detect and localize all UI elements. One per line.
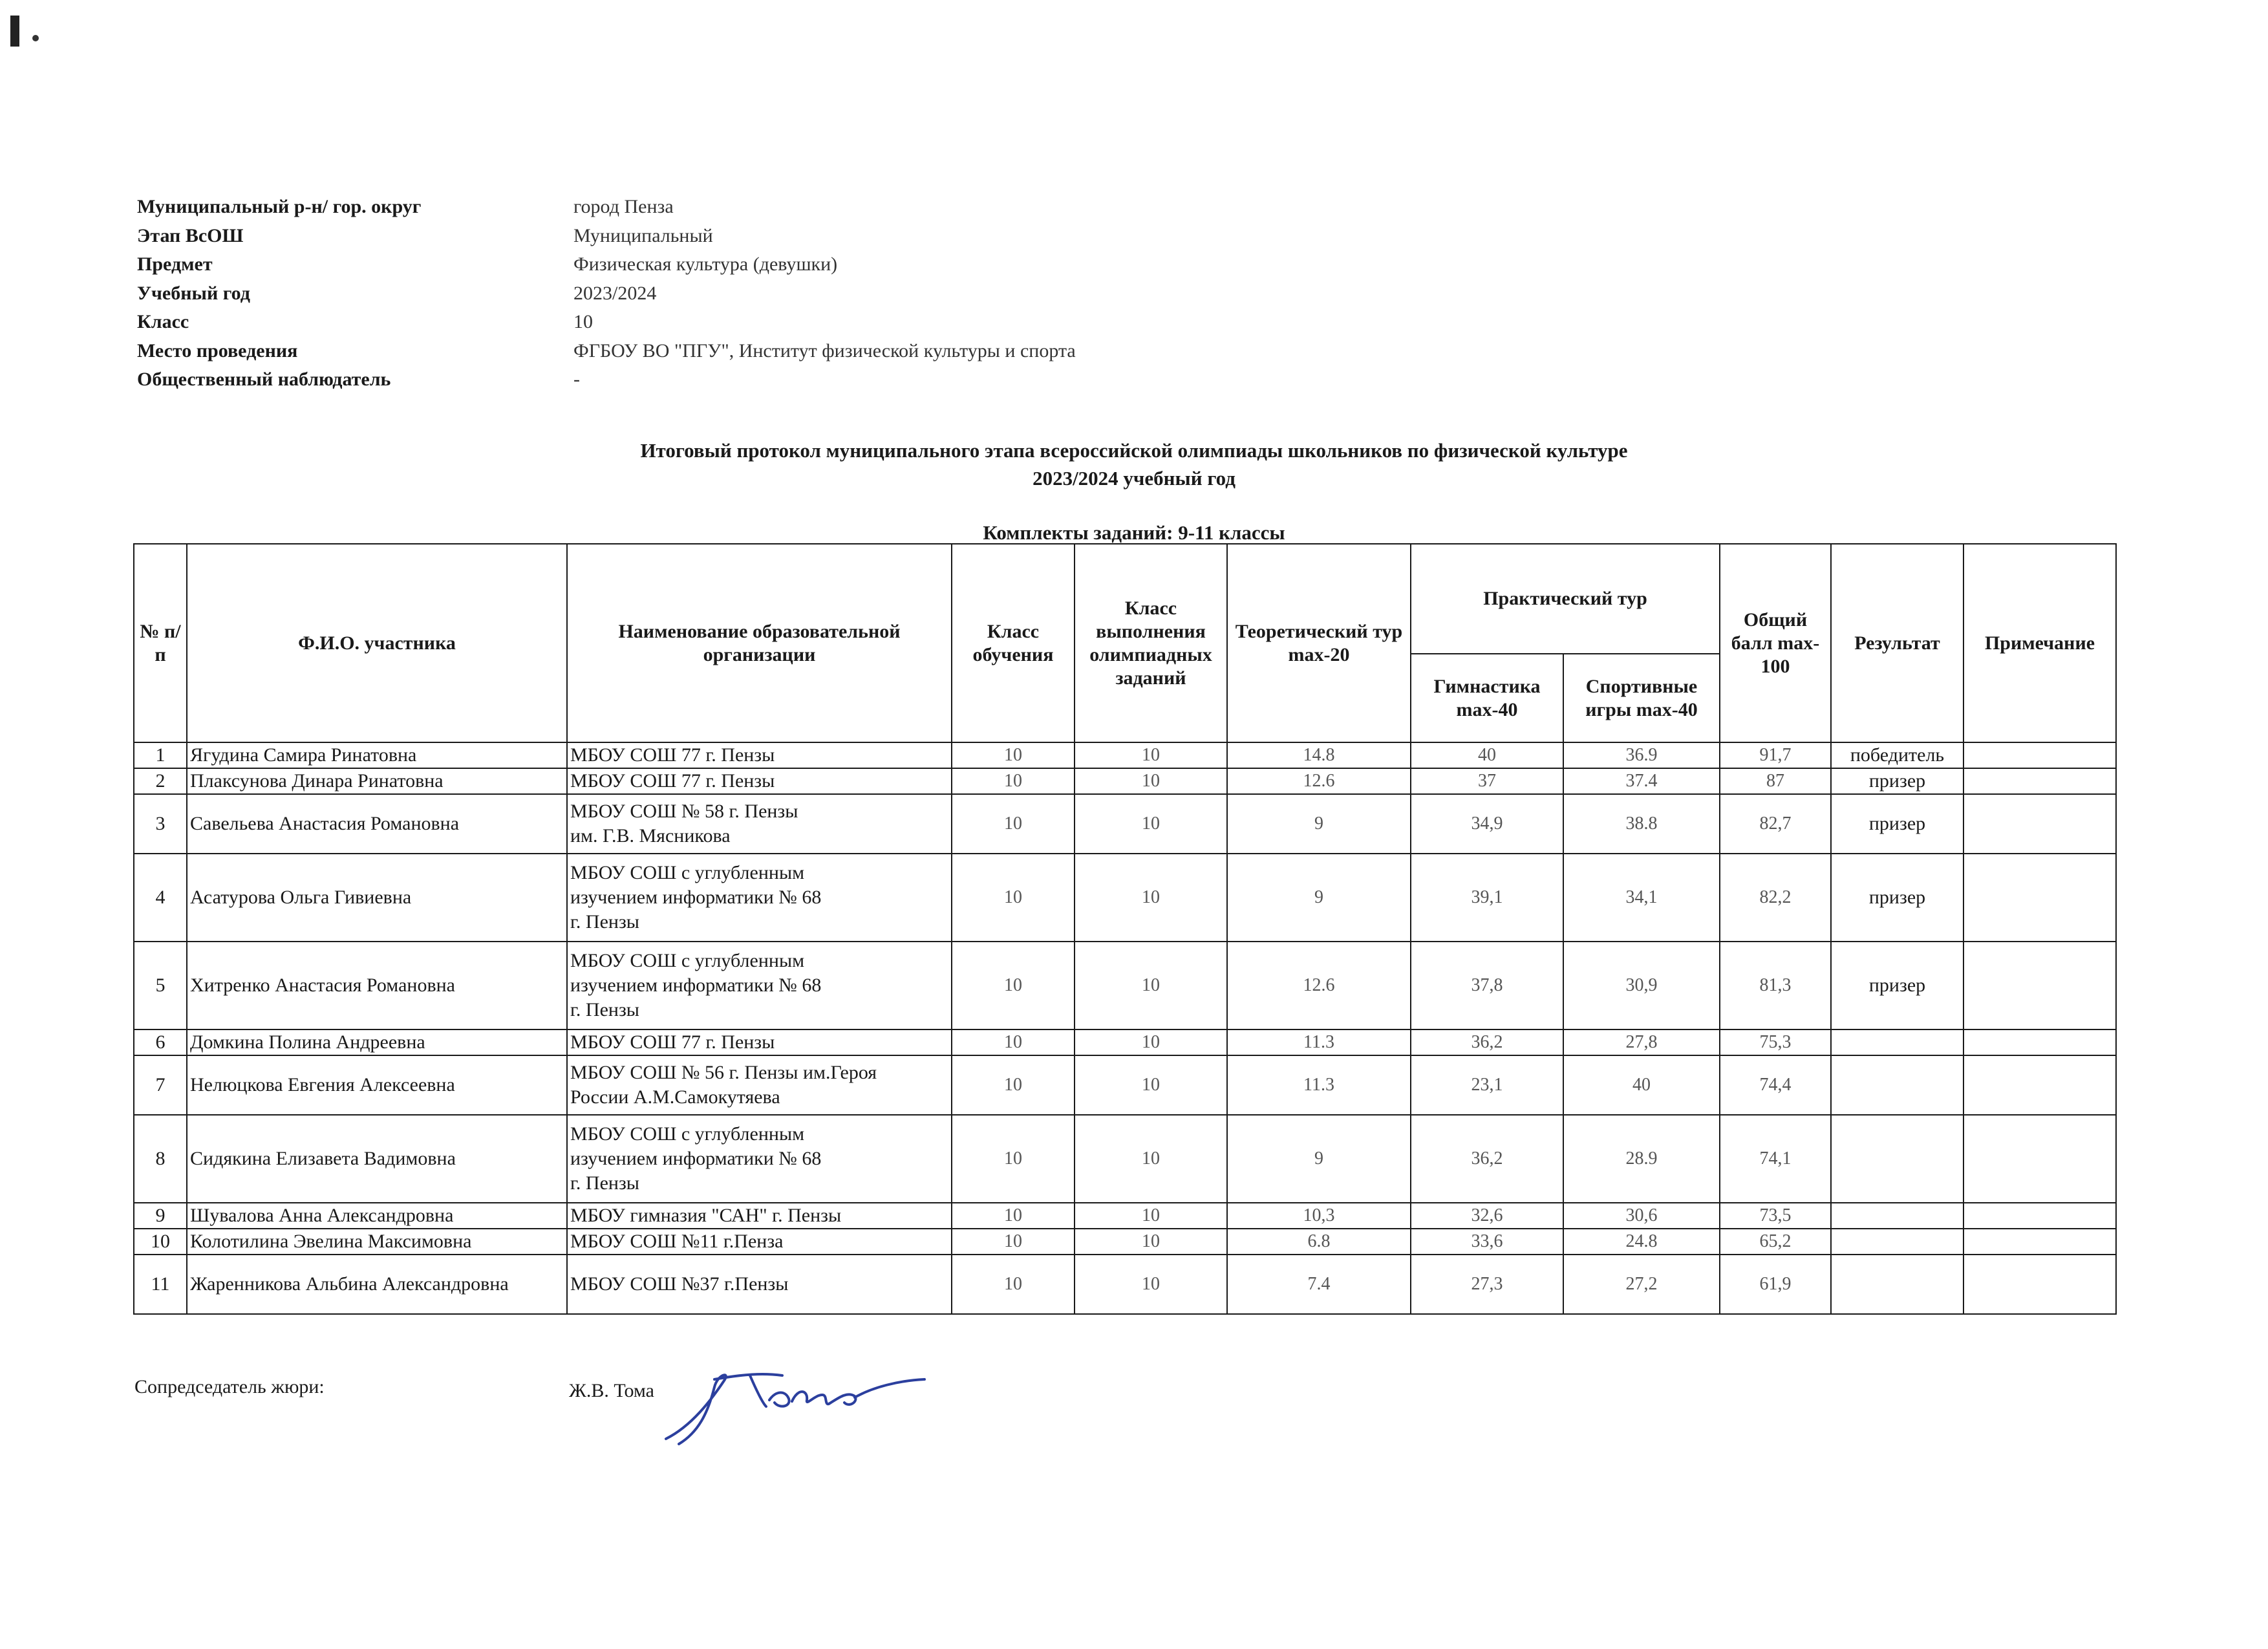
school-line: МБОУ гимназия "САН" г. Пензы [570, 1205, 842, 1226]
participant-name: Нелюцкова Евгения Алексеевна [187, 1055, 567, 1115]
school-line: изучением информатики № 68 [570, 887, 822, 908]
grade: 10 [952, 942, 1075, 1029]
theory-score: 9 [1227, 794, 1411, 854]
header-note: Примечание [1963, 544, 2116, 742]
school-name [567, 1229, 952, 1255]
total-score: 87 [1720, 768, 1831, 794]
games-score: 37.4 [1563, 768, 1720, 794]
school-line: г. Пензы [570, 911, 639, 932]
school-name [567, 1255, 952, 1314]
meta-label: Место проведения [137, 339, 298, 361]
meta-label: Этап ВсОШ [137, 224, 244, 246]
meta-row [137, 222, 1076, 251]
school-line: г. Пензы [570, 1172, 639, 1194]
participant-name: Савельева Анастасия Романовна [187, 794, 567, 854]
header-theory: Теоретический тур max-20 [1227, 544, 1411, 742]
total-score: 61,9 [1720, 1255, 1831, 1314]
school-name [567, 1115, 952, 1203]
meta-row [137, 279, 1076, 308]
table-row [134, 1055, 2116, 1115]
participant-name: Ягудина Самира Ринатовна [187, 742, 567, 768]
school-line: МБОУ СОШ с углубленным [570, 862, 805, 883]
total-score: 73,5 [1720, 1203, 1831, 1229]
gym-score: 40 [1411, 742, 1563, 768]
protocol-meta [137, 193, 1076, 394]
games-score: 34,1 [1563, 854, 1720, 942]
row-number: 4 [134, 854, 187, 942]
task-grade: 10 [1075, 942, 1227, 1029]
gym-score: 34,9 [1411, 794, 1563, 854]
gym-score: 39,1 [1411, 854, 1563, 942]
theory-score: 9 [1227, 1115, 1411, 1203]
meta-label: Предмет [137, 253, 213, 275]
header-num: № п/п [134, 544, 187, 742]
task-grade: 10 [1075, 768, 1227, 794]
games-score: 30,6 [1563, 1203, 1720, 1229]
row-number: 1 [134, 742, 187, 768]
result [1831, 1203, 1963, 1229]
grade: 10 [952, 742, 1075, 768]
gym-score: 23,1 [1411, 1055, 1563, 1115]
header-gym: Гимнастика max-40 [1411, 654, 1563, 742]
school-line: изучением информатики № 68 [570, 975, 822, 996]
meta-value: 2023/2024 [573, 282, 657, 304]
result: призер [1831, 768, 1963, 794]
theory-score: 14.8 [1227, 742, 1411, 768]
header-games: Спортивные игры max-40 [1563, 654, 1720, 742]
task-grade: 10 [1075, 742, 1227, 768]
meta-label: Общественный наблюдатель [137, 369, 391, 391]
participant-name: Колотилина Эвелина Максимовна [187, 1229, 567, 1255]
grade: 10 [952, 1229, 1075, 1255]
document-title [0, 436, 2268, 492]
theory-score: 12.6 [1227, 768, 1411, 794]
table-row [134, 1203, 2116, 1229]
title-line-1: Итоговый протокол муниципального этапа всероссийской олимпиады школьников по физической культуре [640, 439, 1628, 462]
school-name [567, 768, 952, 794]
school-name [567, 942, 952, 1029]
meta-value: - [573, 369, 580, 391]
games-score: 24.8 [1563, 1229, 1720, 1255]
total-score: 82,7 [1720, 794, 1831, 854]
task-set-subtitle: Комплекты заданий: 9-11 классы [983, 521, 1285, 544]
theory-score: 9 [1227, 854, 1411, 942]
result [1831, 1229, 1963, 1255]
task-grade: 10 [1075, 1229, 1227, 1255]
school-line: МБОУ СОШ 77 г. Пензы [570, 1031, 775, 1053]
meta-value: Физическая культура (девушки) [573, 253, 838, 275]
school-line: г. Пензы [570, 999, 639, 1020]
task-grade: 10 [1075, 1255, 1227, 1314]
grade: 10 [952, 1115, 1075, 1203]
meta-row [137, 337, 1076, 366]
gym-score: 32,6 [1411, 1203, 1563, 1229]
row-number: 3 [134, 794, 187, 854]
participant-name: Асатурова Ольга Гивиевна [187, 854, 567, 942]
theory-score: 6.8 [1227, 1229, 1411, 1255]
note [1963, 1029, 2116, 1055]
note [1963, 854, 2116, 942]
note [1963, 1229, 2116, 1255]
school-line: МБОУ СОШ №11 г.Пенза [570, 1231, 784, 1252]
scan-corner-dot [32, 35, 39, 41]
table-row [134, 1115, 2116, 1203]
meta-row [137, 193, 1076, 222]
table-row [134, 768, 2116, 794]
total-score: 75,3 [1720, 1029, 1831, 1055]
grade: 10 [952, 1255, 1075, 1314]
games-score: 38.8 [1563, 794, 1720, 854]
header-school: Наименование образовательной организации [567, 544, 952, 742]
school-line: МБОУ СОШ 77 г. Пензы [570, 770, 775, 792]
school-line: изучением информатики № 68 [570, 1148, 822, 1169]
total-score: 74,4 [1720, 1055, 1831, 1115]
school-name [567, 794, 952, 854]
grade: 10 [952, 794, 1075, 854]
participant-name: Шувалова Анна Александровна [187, 1203, 567, 1229]
meta-row [137, 308, 1076, 337]
theory-score: 7.4 [1227, 1255, 1411, 1314]
table-row [134, 942, 2116, 1029]
total-score: 65,2 [1720, 1229, 1831, 1255]
school-line: МБОУ СОШ № 58 г. Пензы [570, 801, 798, 822]
table-row [134, 1229, 2116, 1255]
task-grade: 10 [1075, 794, 1227, 854]
header-name: Ф.И.О. участника [187, 544, 567, 742]
row-number: 7 [134, 1055, 187, 1115]
games-score: 28.9 [1563, 1115, 1720, 1203]
row-number: 8 [134, 1115, 187, 1203]
note [1963, 1055, 2116, 1115]
school-line: МБОУ СОШ 77 г. Пензы [570, 744, 775, 766]
header-practical: Практический тур [1411, 544, 1720, 654]
title-line-2: 2023/2024 учебный год [1032, 467, 1236, 490]
total-score: 91,7 [1720, 742, 1831, 768]
participant-name: Жаренникова Альбина Александровна [187, 1255, 567, 1314]
note [1963, 742, 2116, 768]
gym-score: 27,3 [1411, 1255, 1563, 1314]
row-number: 9 [134, 1203, 187, 1229]
meta-label: Учебный год [137, 282, 250, 304]
participant-name: Хитренко Анастасия Романовна [187, 942, 567, 1029]
school-name [567, 1029, 952, 1055]
meta-value: ФГБОУ ВО "ПГУ", Институт физической культуры и спорта [573, 339, 1076, 361]
theory-score: 11.3 [1227, 1029, 1411, 1055]
table-row [134, 1255, 2116, 1314]
row-number: 5 [134, 942, 187, 1029]
games-score: 36.9 [1563, 742, 1720, 768]
note [1963, 768, 2116, 794]
theory-score: 12.6 [1227, 942, 1411, 1029]
task-grade: 10 [1075, 1055, 1227, 1115]
header-task-grade: Класс выполнения олимпиадных заданий [1075, 544, 1227, 742]
school-line: МБОУ СОШ с углубленным [570, 1123, 805, 1145]
gym-score: 33,6 [1411, 1229, 1563, 1255]
participant-name: Сидякина Елизавета Вадимовна [187, 1115, 567, 1203]
meta-value: Муниципальный [573, 224, 713, 246]
theory-score: 10,3 [1227, 1203, 1411, 1229]
note [1963, 1255, 2116, 1314]
table-row [134, 854, 2116, 942]
theory-score: 11.3 [1227, 1055, 1411, 1115]
jury-chair-name: Ж.В. Тома [569, 1380, 654, 1401]
result [1831, 1029, 1963, 1055]
meta-value: город Пенза [573, 196, 674, 218]
games-score: 30,9 [1563, 942, 1720, 1029]
games-score: 27,8 [1563, 1029, 1720, 1055]
note [1963, 1115, 2116, 1203]
task-grade: 10 [1075, 1203, 1227, 1229]
school-line: России А.М.Самокутяева [570, 1086, 780, 1108]
note [1963, 1203, 2116, 1229]
school-name [567, 1203, 952, 1229]
school-name [567, 1055, 952, 1115]
meta-label: Муниципальный р-н/ гор. округ [137, 196, 422, 218]
task-grade: 10 [1075, 1029, 1227, 1055]
note [1963, 794, 2116, 854]
handwritten-signature [653, 1361, 950, 1452]
result: победитель [1831, 742, 1963, 768]
participant-name: Плаксунова Динара Ринатовна [187, 768, 567, 794]
games-score: 40 [1563, 1055, 1720, 1115]
result: призер [1831, 794, 1963, 854]
jury-chair-label: Сопредседатель жюри: [134, 1376, 325, 1397]
scan-corner-mark [10, 16, 19, 47]
school-name [567, 742, 952, 768]
row-number: 11 [134, 1255, 187, 1314]
gym-score: 36,2 [1411, 1115, 1563, 1203]
result [1831, 1255, 1963, 1314]
total-score: 81,3 [1720, 942, 1831, 1029]
school-line: им. Г.В. Мясникова [570, 825, 731, 846]
games-score: 27,2 [1563, 1255, 1720, 1314]
school-name [567, 854, 952, 942]
note [1963, 942, 2116, 1029]
school-line: МБОУ СОШ № 56 г. Пензы им.Героя [570, 1062, 877, 1083]
grade: 10 [952, 1203, 1075, 1229]
meta-label: Класс [137, 311, 189, 333]
total-score: 82,2 [1720, 854, 1831, 942]
header-grade: Класс обучения [952, 544, 1075, 742]
meta-row [137, 250, 1076, 279]
task-grade: 10 [1075, 1115, 1227, 1203]
table-row [134, 794, 2116, 854]
total-score: 74,1 [1720, 1115, 1831, 1203]
school-line: МБОУ СОШ №37 г.Пензы [570, 1273, 789, 1295]
result: призер [1831, 942, 1963, 1029]
grade: 10 [952, 1055, 1075, 1115]
header-total: Общий балл max-100 [1720, 544, 1831, 742]
meta-row [137, 365, 1076, 394]
grade: 10 [952, 768, 1075, 794]
table-row [134, 742, 2116, 768]
task-grade: 10 [1075, 854, 1227, 942]
result [1831, 1055, 1963, 1115]
grade: 10 [952, 854, 1075, 942]
grade: 10 [952, 1029, 1075, 1055]
row-number: 2 [134, 768, 187, 794]
result: призер [1831, 854, 1963, 942]
table-row [134, 1029, 2116, 1055]
participant-name: Домкина Полина Андреевна [187, 1029, 567, 1055]
result [1831, 1115, 1963, 1203]
results-table [133, 543, 2117, 1315]
school-line: МБОУ СОШ с углубленным [570, 950, 805, 971]
gym-score: 37,8 [1411, 942, 1563, 1029]
row-number: 6 [134, 1029, 187, 1055]
meta-value: 10 [573, 311, 593, 333]
row-number: 10 [134, 1229, 187, 1255]
header-result: Результат [1831, 544, 1963, 742]
gym-score: 36,2 [1411, 1029, 1563, 1055]
gym-score: 37 [1411, 768, 1563, 794]
